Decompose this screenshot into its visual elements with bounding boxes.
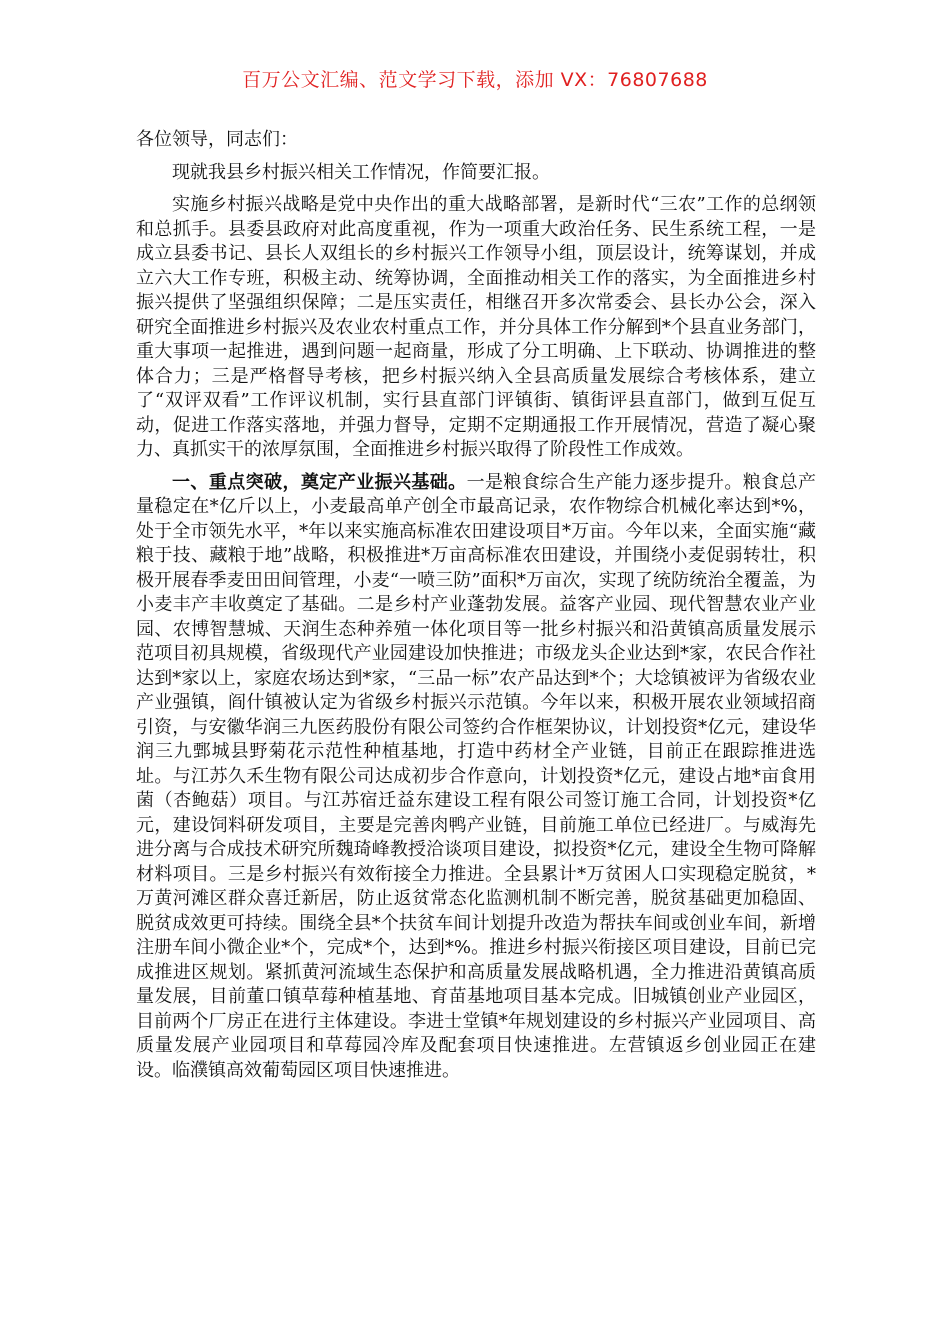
paragraph-overview: 实施乡村振兴战略是党中央作出的重大战略部署，是新时代“三农”工作的总纲领和总抓手。县委县政府对此高度重视，作为一项重大政治任务、民生系统工程，一是成立县委书记、县长人双组长的乡村振兴工作领导小组，顶层设计，统筹谋划，并成立六大工作专班，积极主动、统筹协调，全面推动相关工作的落实，为全面推进乡村振兴提供了坚强组织保障；二是压实责任，相继召开多次常委会、县长办公会，深入研究全面推进乡村振兴及农业农村重点工作，并分具体工作分解到*个县直业务部门，重大事项一起推进，遇到问题一起商量，形成了分工明确、上下联动、协调推进的整体合力；三是严格督导考核，把乡村振兴纳入全县高质量发展综合考核体系，建立了“双评双看”工作评议机制，实行县直部门评镇街、镇街评县直部门，做到互促互动，促进工作落实落地，并强力督导，定期不定期通报工作开展情况，营造了凝心聚力、真抓实干的浓厚氛围，全面推进乡村振兴取得了阶段性工作成效。 bbox=[136, 194, 816, 460]
intro-paragraph: 现就我县乡村振兴相关工作情况，作简要汇报。 bbox=[172, 161, 550, 183]
document-body bbox=[136, 128, 816, 1091]
salutation: 各位领导，同志们： bbox=[136, 129, 298, 150]
section-1-body: 一是粮食综合生产能力逐步提升。粮食总产量稳定在*亿斤以上，小麦最高单产创全市最高记录，农作物综合机械化率达到*%，处于全市领先水平，*年以来实施高标准农田建设项目*万亩。今年以来，全面实施“藏粮于技、藏粮于地”战略，积极推进*万亩高标准农田建设，并围绕小麦促弱转壮，积极开展春季麦田田间管理，小麦“一喷三防”面积*万亩次，实现了统防统治全覆盖，为小麦丰产丰收奠定了基础。二是乡村产业蓬勃发展。益客产业园、现代智慧农业产业园、农博智慧城、天润生态种养殖一体化项目等一批乡村振兴和沿黄镇高质量发展示范项目初具规模，省级现代产业园建设加快推进；市级龙头企业达到*家，农民合作社达到*家以上，家庭农场达到*家，“三品一标”农产品达到*个；大埝镇被评为省级农业产业强镇，阎什镇被认定为省级乡村振兴示范镇。今年以来，积极开展农业领域招商引资，与安徽华润三九医药股份有限公司签约合作框架协议，计划投资*亿元，建设华润三九鄄城县野菊花示范性种植基地，打造中药材全产业链，目前正在跟踪推进选址。与江苏久禾生物有限公司达成初步合作意向，计划投资*亿元，建设占地*亩食用菌（杏鲍菇）项目。与江苏宿迁益东建设工程有限公司签订施工合同，计划投资*亿元，建设饲料研发项目，主要是完善肉鸭产业链，目前施工单位已经进厂。与威海先进分离与合成技术研究所魏琦峰教授洽谈项目建设，拟投资*亿元，建设全生物可降解材料项目。三是乡村振兴有效衔接全力推进。全县累计*万贫困人口实现稳定脱贫，*万黄河滩区群众喜迁新居，防止返贫常态化监测机制不断完善，脱贫基础更加稳固、脱贫成效更可持续。围绕全县*个扶贫车间计划提升改造为帮扶车间或创业车间，新增注册车间小微企业*个，完成*个，达到*%。推进乡村振兴衔接区项目建设，目前已完成推进区规划。紧抓黄河流域生态保护和高质量发展战略机遇，全力推进沿黄镇高质量发展，目前董口镇草莓种植基地、育苗基地项目基本完成。旧城镇创业产业园区，目前两个厂房正在进行主体建设。李进士堂镇*年规划建设的乡村振兴产业园项目、高质量发展产业园项目和草莓园冷库及配套项目快速推进。左营镇返乡创业园正在建设。临濮镇高效葡萄园区项目快速推进。 bbox=[136, 471, 817, 1081]
section-1-heading: 一、重点突破，奠定产业振兴基础。 bbox=[172, 471, 467, 493]
section-1-paragraph bbox=[136, 471, 816, 1084]
header-banner: 百万公文汇编、范文学习下载，添加 VX：76807688 bbox=[242, 69, 708, 91]
